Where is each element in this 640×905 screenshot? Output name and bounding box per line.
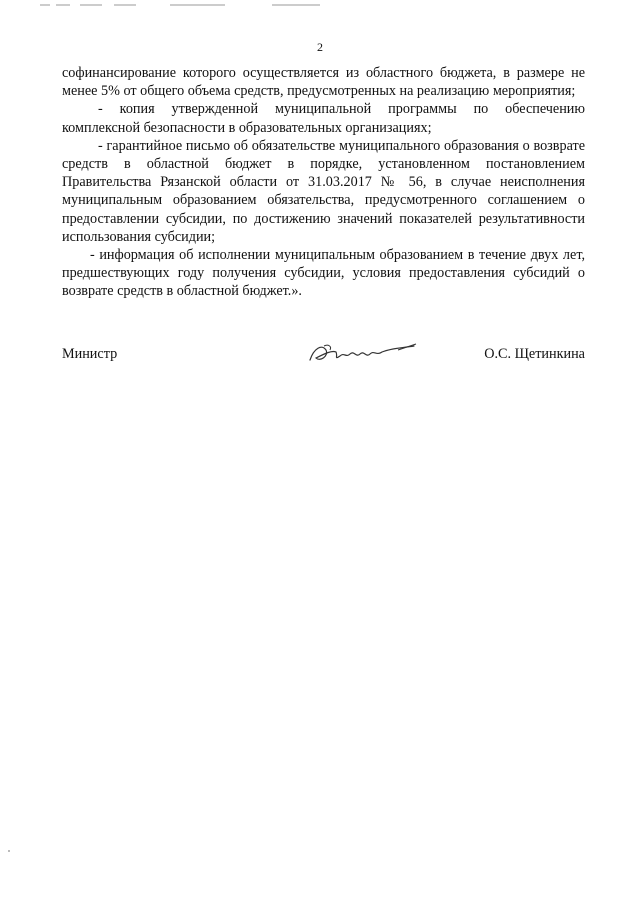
document-body	[62, 64, 585, 301]
handwritten-signature	[302, 340, 422, 366]
scan-speck	[8, 850, 10, 852]
paragraph-guarantee-letter: - гарантийное письмо об обязательстве муниципального образования о возврате средств в областной бюджет в порядке, установленном постановлением Правительства Рязанской области от 31.03.2017 № 56, в случае неисполнения муниципальным образованием обязательства, предусмотренного соглашением о предоставлении субсидии, по достижению значений показателей результативности использования субсидии;	[62, 137, 585, 245]
signature-block	[62, 340, 585, 370]
signatory-name: О.С. Щетинкина	[484, 346, 585, 362]
scan-top-marks	[40, 2, 340, 8]
page-number: 2	[317, 40, 323, 54]
paragraph-program-copy: - копия утвержденной муниципальной программы по обеспечению комплексной безопасности в образовательных организациях;	[62, 101, 585, 136]
paragraph-cofinancing: софинансирование которого осуществляется из областного бюджета, в размере не менее 5% от общего объема средств, предусмотренных на реализацию мероприятия;	[62, 65, 585, 100]
paragraph-execution-info: - информация об исполнении муниципальным образованием в течение двух лет, предшествующих году получения субсидии, условия предоставления субсидий о возврате средств в областной бюджет.».	[62, 247, 585, 300]
signatory-title: Министр	[62, 346, 118, 362]
